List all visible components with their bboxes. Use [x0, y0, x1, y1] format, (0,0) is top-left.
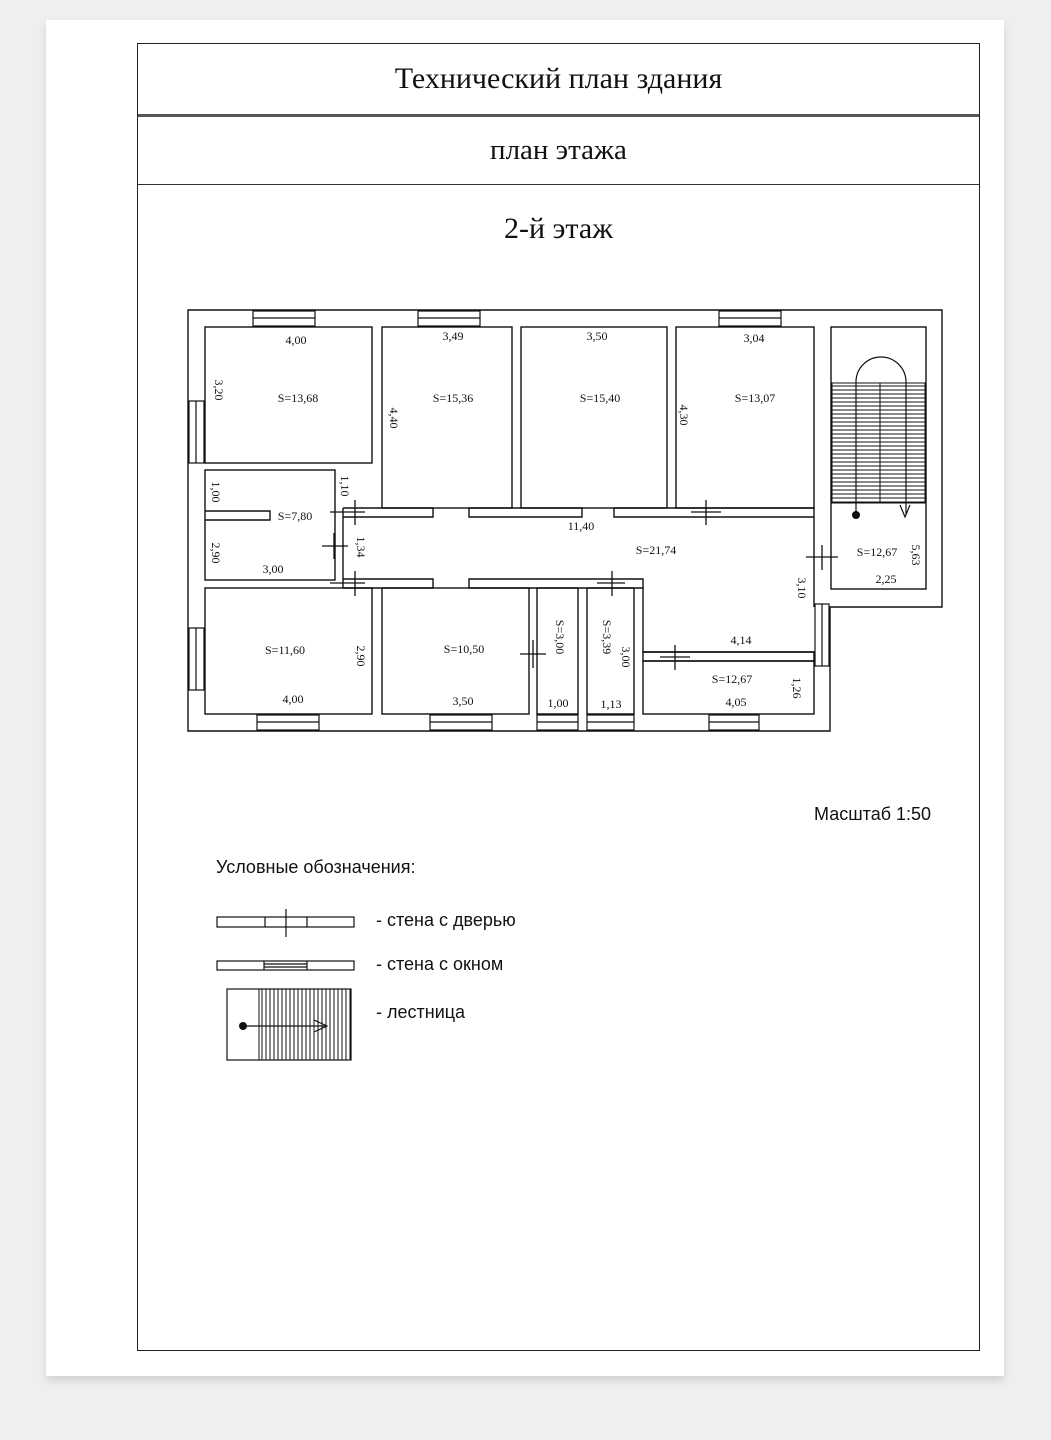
room-1-height: 3,20 [212, 379, 226, 401]
room-5-height-top: 1,00 [209, 481, 223, 503]
room-5-side: 1,10 [338, 475, 352, 497]
room-4 [676, 327, 814, 508]
room-10-height: 1,26 [790, 677, 804, 699]
room-6-area: S=11,60 [265, 643, 305, 657]
room-1-width: 4,00 [285, 333, 307, 347]
room-5-width: 3,00 [262, 562, 284, 576]
room-8-area: S=3,00 [553, 619, 567, 655]
corridor-lower-width: 4,14 [730, 633, 752, 647]
room-10-width: 4,05 [725, 695, 747, 709]
room-3-area: S=15,40 [579, 391, 621, 405]
room-5-area: S=7,80 [277, 509, 313, 523]
room-1-area: S=13,68 [277, 391, 319, 405]
corridor-area: S=21,74 [635, 543, 677, 557]
room-9-width: 1,13 [600, 697, 622, 711]
scale-label: Масштаб 1:50 [814, 804, 932, 824]
room-2-width: 3,49 [442, 329, 464, 343]
staircase [832, 357, 925, 519]
legend-window-symbol [217, 961, 354, 970]
document-subtitle: план этажа [138, 117, 979, 185]
document-title: Технический план здания [138, 44, 979, 117]
corridor-right-height: 3,10 [795, 577, 809, 599]
room-4-area: S=13,07 [734, 391, 776, 405]
room-6-height: 2,90 [354, 645, 368, 667]
room-4-height: 4,30 [677, 404, 691, 426]
room-5-partition [205, 511, 270, 520]
room-6-width: 4,00 [282, 692, 304, 706]
room-2-area: S=15,36 [432, 391, 474, 405]
stair-room-width: 2,25 [875, 572, 897, 586]
corridor-width: 11,40 [567, 519, 595, 533]
room-3-width: 3,50 [586, 329, 608, 343]
legend-window-label: - стена с окном [376, 954, 504, 974]
legend-stairs-label: - лестница [376, 1002, 466, 1022]
room-5-height-bottom: 2,90 [209, 542, 223, 564]
stair-room-area: S=12,67 [856, 545, 898, 559]
room-9-height: 3,00 [619, 646, 633, 668]
floor-label: 2-й этаж [504, 212, 613, 245]
room-7-width: 3,50 [452, 694, 474, 708]
legend-title: Условные обозначения: [216, 857, 416, 877]
room-8-width: 1,00 [547, 696, 569, 710]
room-9-area: S=3,39 [600, 619, 614, 655]
room-10-area: S=12,67 [711, 672, 753, 686]
corridor-opening: 1,34 [354, 536, 368, 558]
stair-room-height: 5,63 [909, 544, 923, 566]
room-3 [521, 327, 667, 508]
legend-stairs-symbol [227, 989, 351, 1060]
room-2-height: 4,40 [387, 407, 401, 429]
legend-door-symbol [217, 909, 354, 937]
room-4-width: 3,04 [743, 331, 765, 345]
room-7-area: S=10,50 [443, 642, 485, 656]
legend-door-label: - стена с дверью [376, 910, 516, 930]
